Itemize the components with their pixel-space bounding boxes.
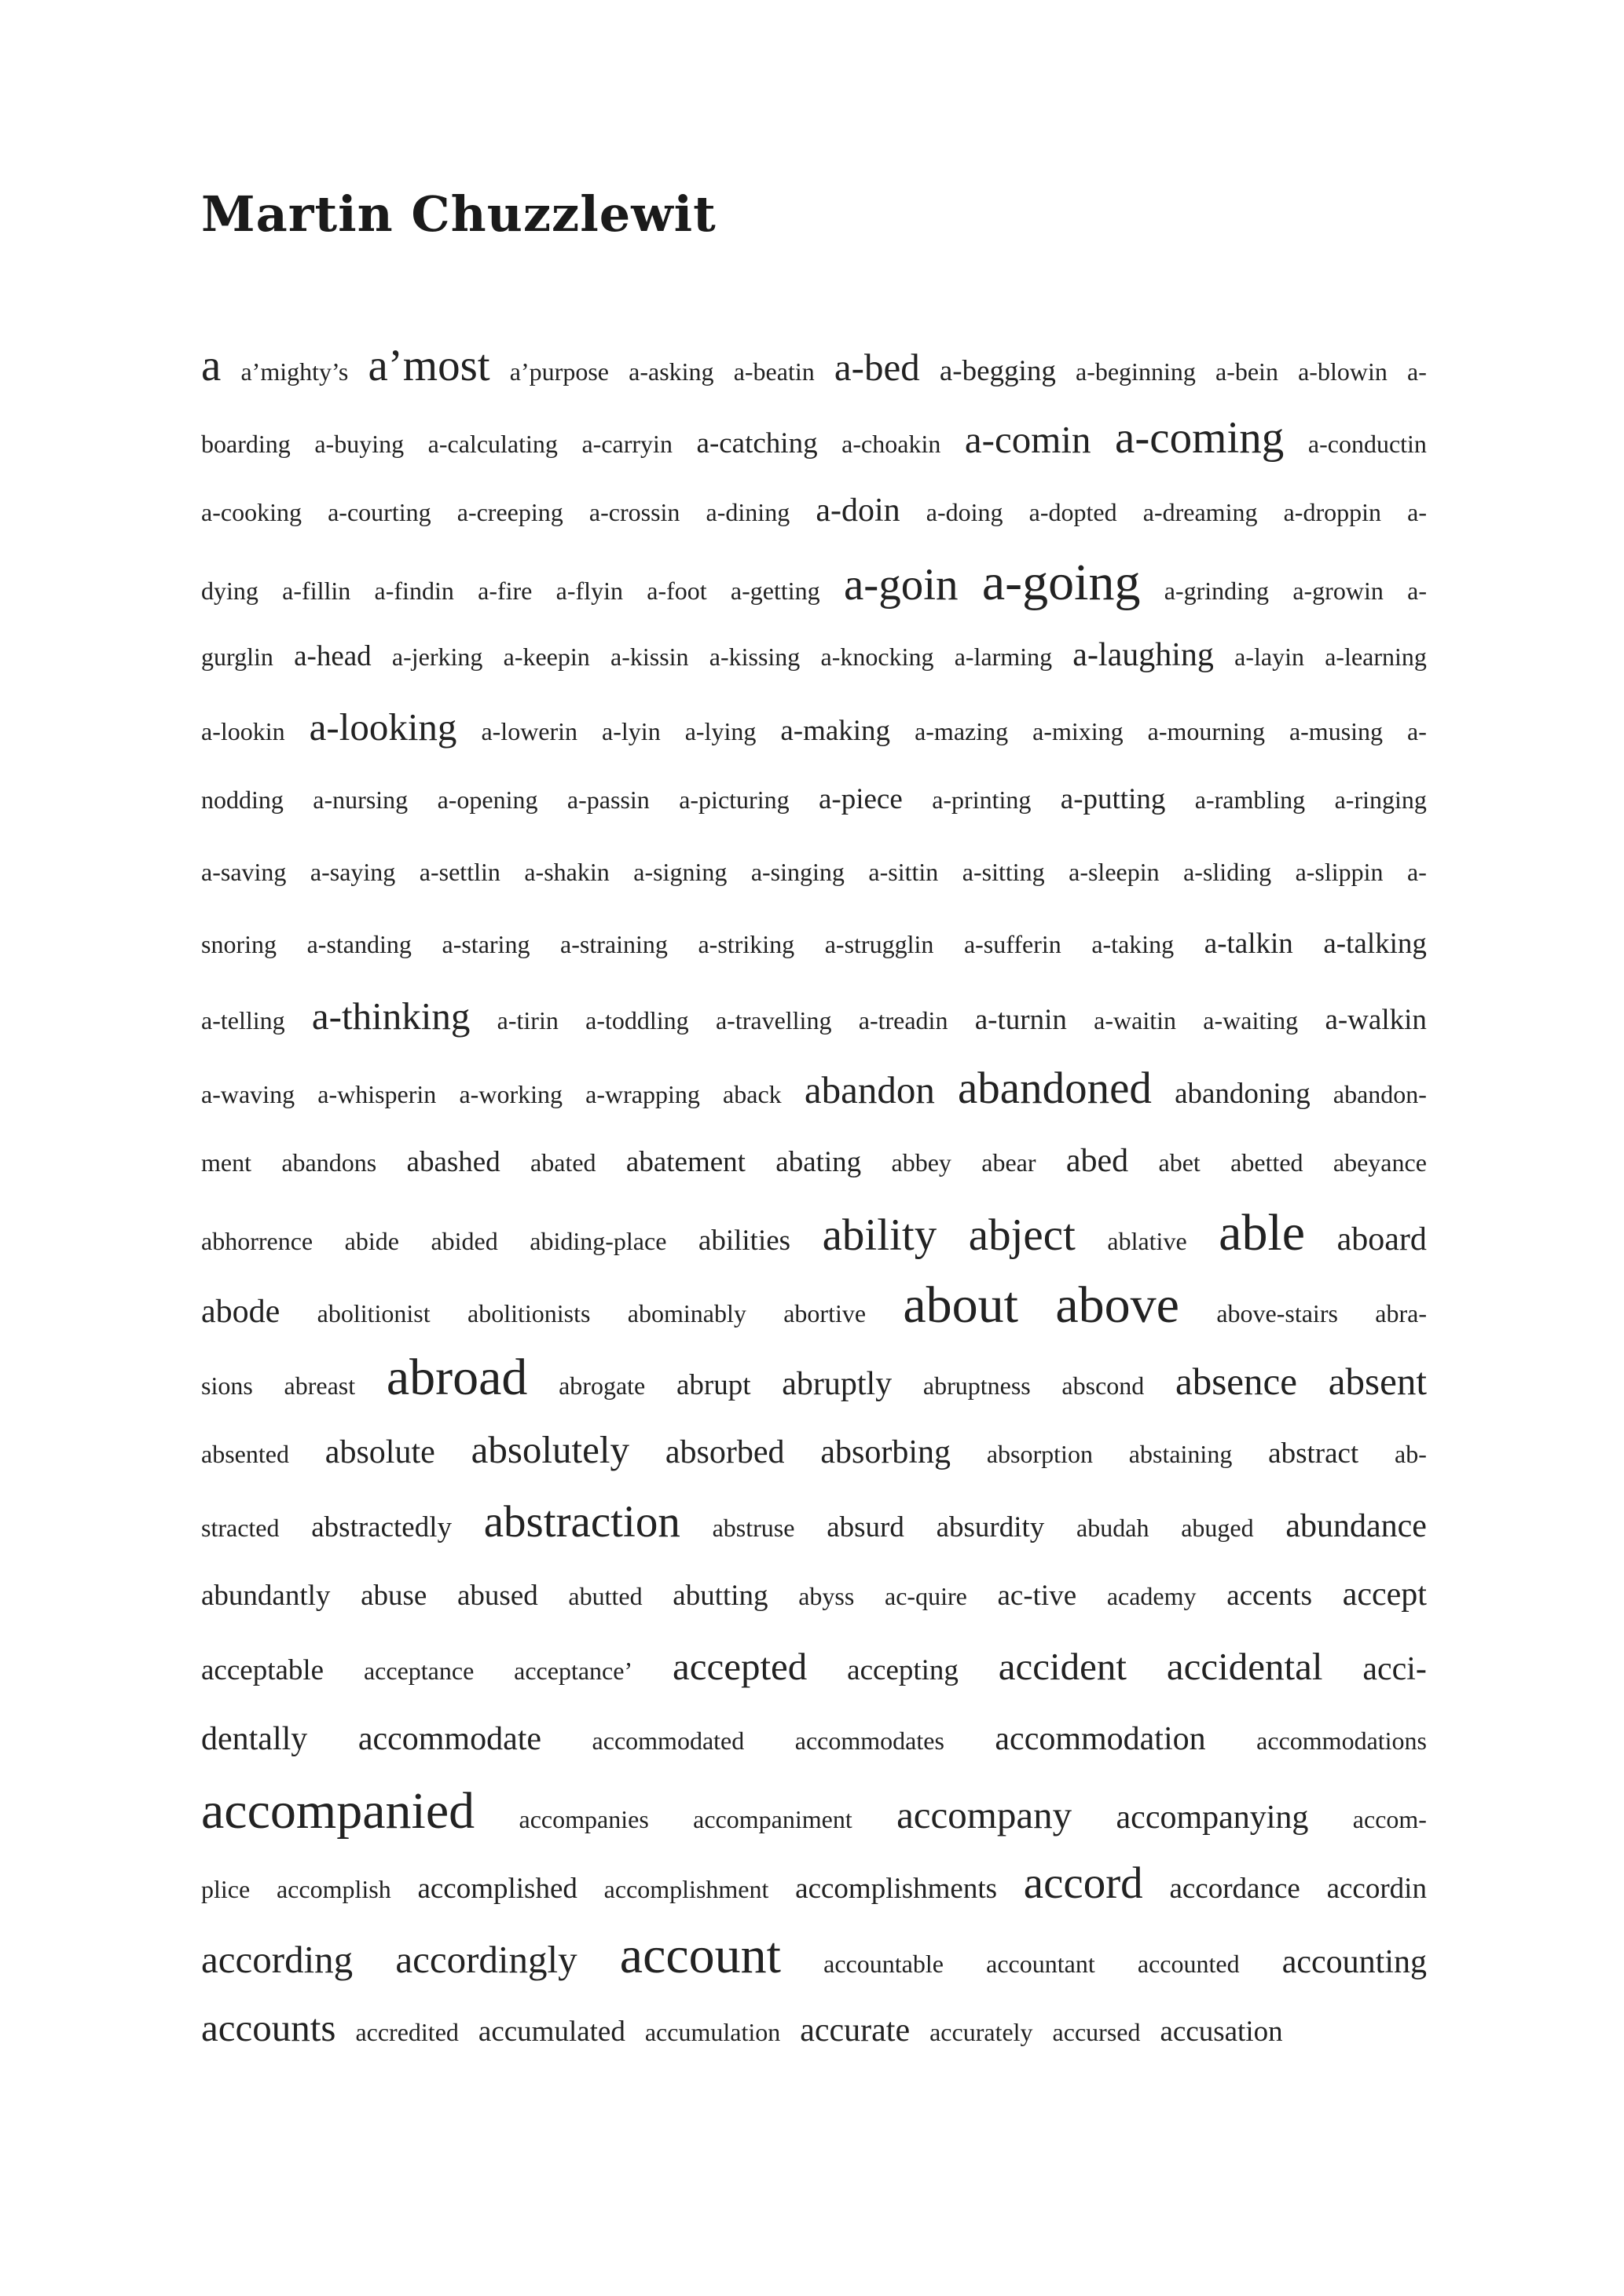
- word: accommodation: [995, 1721, 1206, 1757]
- word: abruptness: [922, 1371, 1031, 1400]
- word: abutting: [673, 1580, 768, 1612]
- word: a-: [1407, 498, 1427, 526]
- word: abstract: [1268, 1437, 1359, 1470]
- word: accord: [1023, 1858, 1143, 1908]
- word: accurate: [800, 2012, 911, 2049]
- word: a’mighty’s: [240, 357, 349, 386]
- word: a-doin: [816, 493, 900, 529]
- word: abolitionist: [317, 1299, 431, 1327]
- word: accommodated: [592, 1727, 745, 1755]
- word: a-telling: [201, 1006, 285, 1034]
- word: a-sleepin: [1069, 858, 1160, 886]
- word: a-turnin: [974, 1004, 1067, 1036]
- word: a-lying: [684, 717, 757, 745]
- word: abandoned: [958, 1064, 1152, 1113]
- word: abide: [344, 1227, 399, 1255]
- word: a-talkin: [1204, 928, 1293, 960]
- word: accursed: [1052, 2018, 1141, 2046]
- word: ment: [201, 1148, 251, 1177]
- word: accurately: [929, 2018, 1033, 2046]
- word: abhorrence: [201, 1227, 313, 1255]
- word: abudah: [1076, 1514, 1149, 1542]
- word: a-catching: [696, 427, 818, 460]
- word: a-striking: [698, 930, 795, 958]
- word: absorbing: [820, 1434, 951, 1470]
- word: a-findin: [374, 577, 454, 605]
- word: abrogate: [559, 1371, 646, 1400]
- word: a-droppin: [1283, 498, 1381, 526]
- word: a-looking: [309, 705, 457, 749]
- word: a-mazing: [915, 717, 1009, 745]
- word: boarding: [201, 430, 291, 458]
- word: a-lookin: [201, 717, 285, 745]
- word: a-head: [294, 640, 372, 672]
- word: abear: [981, 1148, 1036, 1177]
- word-line: [201, 1269, 1427, 1342]
- word: a-creeping: [456, 498, 563, 526]
- word: abed: [1065, 1143, 1129, 1179]
- word-line: [201, 908, 1427, 980]
- word-line: [201, 1558, 1427, 1631]
- word-line: [201, 1992, 1427, 2064]
- document-title: Martin Chuzzlewit: [201, 185, 717, 243]
- word: acceptance’: [514, 1657, 633, 1685]
- word: a-beginning: [1075, 357, 1196, 386]
- word-line: [201, 1197, 1427, 1269]
- word: absurd: [827, 1511, 904, 1543]
- word: ac-tive: [997, 1580, 1077, 1612]
- word: absence: [1175, 1360, 1298, 1403]
- word: abode: [201, 1294, 280, 1330]
- word: a-toddling: [585, 1006, 689, 1034]
- word: absolutely: [471, 1428, 630, 1471]
- word: accommodations: [1256, 1727, 1427, 1755]
- word: a-slippin: [1295, 858, 1384, 886]
- word: a-: [1407, 357, 1427, 386]
- word: abandon: [804, 1068, 935, 1111]
- word: a-choakin: [841, 430, 941, 458]
- word: a-doing: [926, 498, 1003, 526]
- word-line: [201, 1053, 1427, 1125]
- word: accident: [998, 1645, 1127, 1688]
- word: abominably: [627, 1299, 746, 1327]
- word: a-passin: [566, 785, 650, 814]
- word: accordingly: [395, 1938, 577, 1981]
- word: accommodates: [794, 1727, 944, 1755]
- word: absorbed: [665, 1434, 785, 1470]
- word: a-waiting: [1203, 1006, 1299, 1034]
- word: accounted: [1137, 1950, 1240, 1978]
- word: abuse: [361, 1580, 427, 1612]
- word: a-: [1407, 858, 1427, 886]
- word: abandons: [281, 1148, 377, 1177]
- word-line: [201, 1125, 1427, 1197]
- word: abstaining: [1128, 1440, 1233, 1468]
- word: a-whisperin: [317, 1080, 437, 1108]
- word: a-walkin: [1325, 1004, 1427, 1036]
- word: a-growin: [1292, 577, 1384, 605]
- word-line: [201, 1342, 1427, 1414]
- word: abashed: [406, 1146, 500, 1178]
- word: ab-: [1395, 1440, 1427, 1468]
- word: accidental: [1166, 1645, 1323, 1688]
- word: a-bein: [1215, 357, 1278, 386]
- word: a-goin: [843, 560, 959, 610]
- word: above-stairs: [1216, 1299, 1338, 1327]
- word: a-comin: [964, 418, 1091, 461]
- word: a-waving: [201, 1080, 295, 1108]
- word: a-thinking: [311, 994, 471, 1038]
- word: a-dreaming: [1142, 498, 1258, 526]
- word-line: [201, 330, 1427, 402]
- word: a-treadin: [858, 1006, 948, 1034]
- word: a-larming: [954, 643, 1053, 671]
- word: abiding-place: [530, 1227, 667, 1255]
- word: abbey: [891, 1148, 951, 1177]
- word: accomplishment: [603, 1875, 769, 1903]
- word: a-asking: [629, 357, 714, 386]
- word: a-beatin: [733, 357, 815, 386]
- word-line: [201, 619, 1427, 691]
- word: a-opening: [437, 785, 538, 814]
- word: abolitionists: [467, 1299, 591, 1327]
- word: abided: [431, 1227, 498, 1255]
- word: a-: [1407, 577, 1427, 605]
- word: a-bed: [834, 346, 920, 389]
- word: abused: [457, 1580, 538, 1612]
- word: abrupt: [676, 1369, 751, 1401]
- word: accomplish: [276, 1875, 391, 1903]
- word-line: [201, 980, 1427, 1053]
- word: a-mourning: [1147, 717, 1265, 745]
- word: dentally: [201, 1721, 308, 1757]
- word: a-sufferin: [963, 930, 1061, 958]
- word: a-foot: [647, 577, 707, 605]
- word: accompanies: [519, 1805, 649, 1833]
- word: abet: [1158, 1148, 1201, 1177]
- word: accounts: [201, 2006, 336, 2049]
- word: a-learning: [1325, 643, 1427, 671]
- word: a-straining: [560, 930, 668, 958]
- word: a-dining: [706, 498, 790, 526]
- word: accordin: [1326, 1873, 1427, 1905]
- word: a-grinding: [1164, 577, 1270, 605]
- word: acci-: [1362, 1651, 1427, 1687]
- word: a-saving: [201, 858, 287, 886]
- word-line: [201, 1631, 1427, 1703]
- word: a-musing: [1289, 717, 1384, 745]
- word: accountable: [823, 1950, 944, 1978]
- word: abortive: [783, 1299, 867, 1327]
- word: plice: [201, 1875, 251, 1903]
- word-line: [201, 764, 1427, 836]
- word: dying: [201, 577, 258, 605]
- word: academy: [1106, 1582, 1197, 1610]
- word: a-strugglin: [824, 930, 934, 958]
- word: abra-: [1375, 1299, 1427, 1327]
- word: abstruse: [712, 1514, 795, 1542]
- word-line: [201, 402, 1427, 474]
- word-line: [201, 691, 1427, 764]
- word: accompany: [896, 1793, 1072, 1836]
- word: abuged: [1181, 1514, 1254, 1542]
- word: a-lowerin: [481, 717, 578, 745]
- word: accents: [1226, 1580, 1313, 1612]
- word: a-dopted: [1028, 498, 1117, 526]
- word: accumulation: [644, 2018, 781, 2046]
- word: a-buying: [314, 430, 405, 458]
- word: according: [201, 1938, 354, 1981]
- word: a-staring: [442, 930, 530, 958]
- word: a-fire: [478, 577, 533, 605]
- word: nodding: [201, 785, 284, 814]
- word: a-waitin: [1094, 1006, 1176, 1034]
- word: a-sitting: [962, 858, 1045, 886]
- word: a-layin: [1234, 643, 1304, 671]
- word: a-lyin: [602, 717, 661, 745]
- word: abroad: [386, 1349, 528, 1406]
- word-line: [201, 1847, 1427, 1920]
- word: a-getting: [730, 577, 820, 605]
- word: stracted: [201, 1514, 280, 1542]
- word: accompanying: [1116, 1800, 1309, 1836]
- word: absent: [1328, 1360, 1427, 1403]
- word: a-keepin: [503, 643, 590, 671]
- word: snoring: [201, 930, 277, 958]
- word: aboard: [1336, 1221, 1427, 1258]
- word: abscond: [1061, 1371, 1145, 1400]
- word: accumulated: [478, 2016, 625, 2048]
- word: accepted: [672, 1645, 808, 1688]
- word: a-going: [981, 554, 1141, 611]
- word: a-knocking: [820, 643, 934, 671]
- word: a-saying: [310, 858, 396, 886]
- word: abandoning: [1175, 1078, 1311, 1110]
- word: a-sittin: [868, 858, 939, 886]
- word: a-: [1407, 717, 1427, 745]
- word: a-laughing: [1072, 637, 1214, 673]
- word: abatement: [625, 1146, 746, 1178]
- word: accom-: [1352, 1805, 1427, 1833]
- word: a-rambling: [1194, 785, 1306, 814]
- word-line: [201, 1703, 1427, 1775]
- word: a’purpose: [509, 357, 609, 386]
- word-line: [201, 1414, 1427, 1486]
- word: a-putting: [1060, 783, 1166, 815]
- word: accomplishments: [795, 1873, 998, 1905]
- word: a-coming: [1115, 413, 1285, 463]
- word: absurdity: [936, 1511, 1045, 1543]
- word: a-printing: [932, 785, 1032, 814]
- word: absorption: [986, 1440, 1093, 1468]
- word: accusation: [1160, 2016, 1283, 2048]
- word: a-nursing: [313, 785, 409, 814]
- word: above: [1055, 1276, 1179, 1334]
- word: a-kissin: [610, 643, 689, 671]
- word: acceptable: [201, 1654, 324, 1686]
- word: abundance: [1285, 1508, 1427, 1544]
- word: abstraction: [483, 1497, 680, 1547]
- word: accommodate: [357, 1721, 542, 1757]
- word: abyss: [798, 1582, 855, 1610]
- word: about: [903, 1276, 1019, 1334]
- word: a-crossin: [588, 498, 680, 526]
- word: a-singing: [750, 858, 845, 886]
- word: a-working: [459, 1080, 563, 1108]
- word: a-sliding: [1183, 858, 1272, 886]
- word: a-fillin: [282, 577, 351, 605]
- word: accept: [1342, 1576, 1427, 1613]
- word: abreast: [284, 1371, 356, 1400]
- word: ac-quire: [885, 1582, 967, 1610]
- word: a-shakin: [524, 858, 610, 886]
- word: a-talking: [1323, 928, 1427, 960]
- word: a-mixing: [1032, 717, 1124, 745]
- word: absolute: [324, 1434, 435, 1470]
- word: accordance: [1169, 1873, 1300, 1905]
- word: accredited: [355, 2018, 459, 2046]
- word: abject: [968, 1210, 1076, 1260]
- word: absented: [201, 1440, 289, 1468]
- word: a-travelling: [715, 1006, 832, 1034]
- word: a-standing: [306, 930, 412, 958]
- word: a-wrapping: [585, 1080, 700, 1108]
- word: abandon-: [1333, 1080, 1427, 1108]
- word: a’most: [368, 341, 490, 390]
- word: abilities: [698, 1225, 791, 1257]
- word: a-courting: [328, 498, 431, 526]
- word: a-cooking: [201, 498, 302, 526]
- word: aback: [723, 1080, 782, 1108]
- word: a-tirin: [497, 1006, 559, 1034]
- word: accepting: [847, 1654, 959, 1686]
- word: account: [619, 1927, 782, 1984]
- word: a-taking: [1091, 930, 1175, 958]
- word: abundantly: [201, 1580, 331, 1612]
- word: a-jerking: [391, 643, 483, 671]
- word: ablative: [1107, 1227, 1187, 1255]
- word: a-blowin: [1298, 357, 1388, 386]
- word: accompaniment: [693, 1805, 852, 1833]
- word-line: [201, 1775, 1427, 1847]
- word: a-signing: [633, 858, 728, 886]
- word-cloud: [201, 330, 1427, 2064]
- word: a: [201, 341, 222, 390]
- word: abstractedly: [311, 1511, 452, 1543]
- word: a-ringing: [1334, 785, 1427, 814]
- word: a-settlin: [419, 858, 500, 886]
- word: accounting: [1281, 1944, 1427, 1980]
- word: a-flyin: [555, 577, 623, 605]
- word: sions: [201, 1371, 253, 1400]
- word: a-conductin: [1307, 430, 1427, 458]
- word: a-carryin: [581, 430, 673, 458]
- word-line: [201, 836, 1427, 908]
- word: abutted: [568, 1582, 643, 1610]
- word: a-piece: [818, 783, 903, 815]
- word: able: [1219, 1204, 1306, 1262]
- word-line: [201, 474, 1427, 547]
- word: accomplished: [417, 1873, 577, 1905]
- word: accountant: [986, 1950, 1095, 1978]
- word-line: [201, 547, 1427, 619]
- word: a-begging: [939, 355, 1056, 387]
- word: a-kissing: [709, 643, 801, 671]
- word: ability: [822, 1210, 937, 1260]
- word: abated: [530, 1148, 596, 1177]
- word-line: [201, 1920, 1427, 1992]
- word: a-calculating: [427, 430, 558, 458]
- word: a-picturing: [679, 785, 790, 814]
- word: abruptly: [782, 1366, 893, 1402]
- word: abeyance: [1333, 1148, 1427, 1177]
- word: accompanied: [201, 1782, 475, 1840]
- word: abetted: [1230, 1148, 1303, 1177]
- word: abating: [775, 1146, 862, 1178]
- word-line: [201, 1486, 1427, 1558]
- word: acceptance: [363, 1657, 475, 1685]
- word: gurglin: [201, 643, 273, 671]
- word: a-making: [780, 715, 891, 747]
